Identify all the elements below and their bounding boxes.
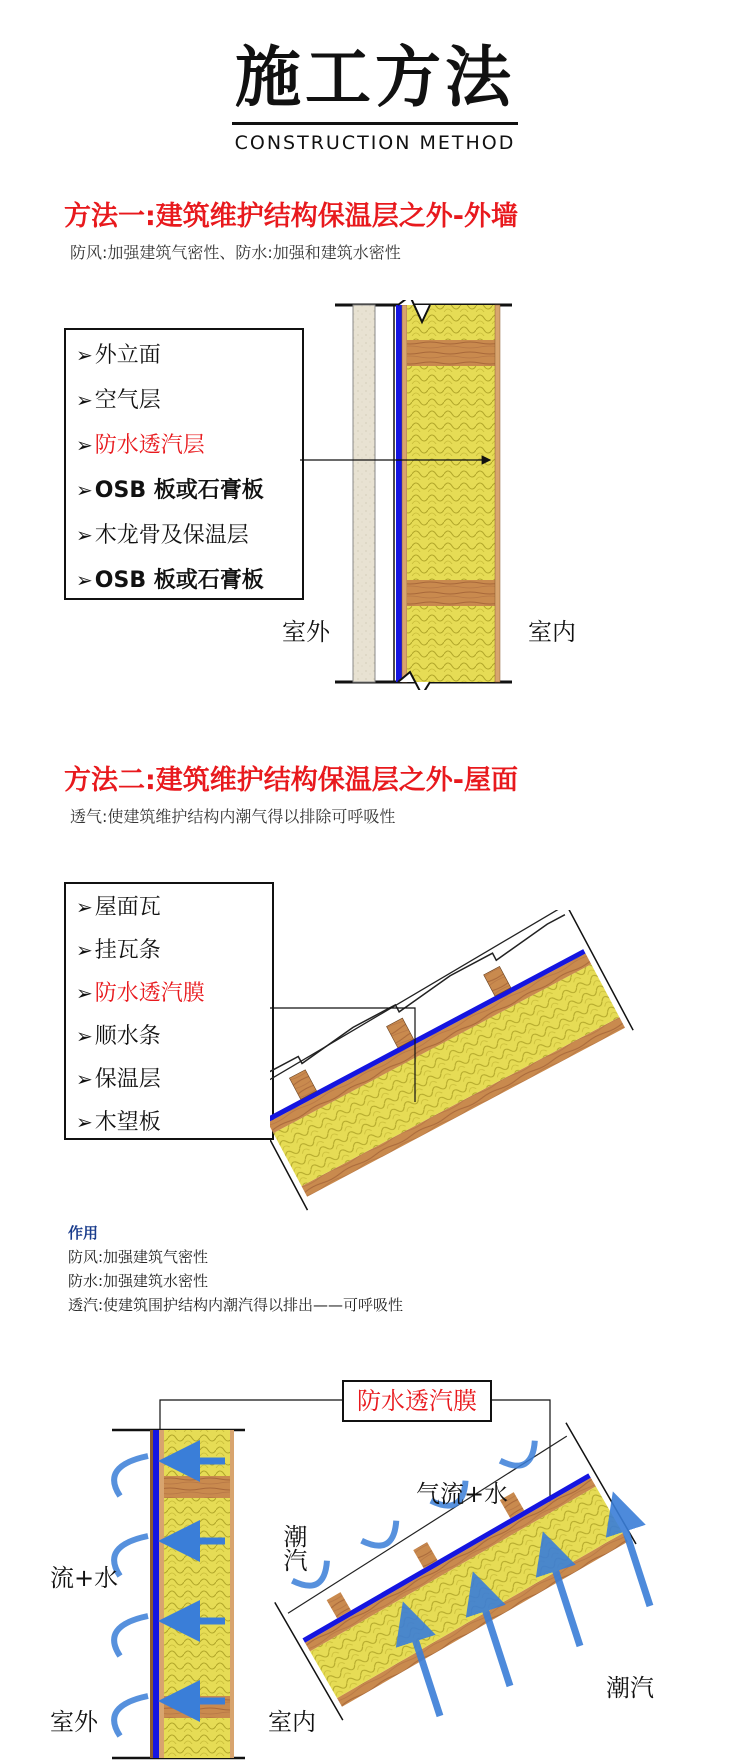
page-subtitle: CONSTRUCTION METHOD	[234, 132, 516, 154]
layer-item-highlight: ➢防水透汽膜	[76, 981, 205, 1006]
method1-layer-legend	[64, 328, 304, 600]
layer-item: ➢屋面瓦	[76, 895, 161, 920]
wall-airflow-label: 流+水	[50, 1564, 119, 1592]
layer-item: ➢空气层	[76, 388, 161, 413]
layer-item: ➢木望板	[76, 1110, 161, 1135]
method2-title: 方法二:建筑维护结构保温层之外-屋面	[64, 765, 519, 796]
wall-section-diagram	[300, 300, 560, 690]
layer-item: ➢OSB 板或石膏板	[76, 478, 264, 503]
page-title: 施工方法	[235, 39, 515, 116]
layer-item: ➢OSB 板或石膏板	[76, 568, 264, 593]
method2-description: 透气:使建筑维护结构内潮气得以排除可呼吸性	[70, 807, 396, 826]
roof-vapor-label: 潮汽	[606, 1674, 654, 1702]
function-line-breathable: 透汽:使建筑围护结构内潮汽得以排出——可呼吸性	[68, 1296, 404, 1314]
layer-item: ➢顺水条	[76, 1024, 161, 1049]
method1-title: 方法一:建筑维护结构保温层之外-外墙	[64, 201, 519, 232]
method1-description: 防风:加强建筑气密性、防水:加强和建筑水密性	[70, 243, 401, 262]
method2-layer-legend	[64, 882, 274, 1140]
roof-section-diagram	[270, 910, 670, 1230]
label-outside: 室外	[282, 618, 330, 646]
layer-item: ➢木龙骨及保温层	[76, 523, 249, 548]
membrane-callout: 防水透汽膜	[342, 1380, 492, 1422]
layer-item: ➢挂瓦条	[76, 938, 161, 963]
layer-item-highlight: ➢防水透汽层	[76, 433, 205, 458]
layer-item: ➢外立面	[76, 343, 161, 368]
function-heading: 作用	[68, 1224, 99, 1242]
airflow-vapor-diagram	[40, 1396, 720, 1762]
label-inside: 室内	[528, 618, 576, 646]
roof-airflow-label: 气流+水	[416, 1480, 509, 1508]
wall-inside-label: 室内	[268, 1708, 316, 1736]
wall-outside-label: 室外	[50, 1708, 98, 1736]
function-line-waterproof: 防水:加强建筑水密性	[68, 1272, 209, 1290]
wall-vapor-label: 潮汽	[279, 1524, 307, 1572]
function-line-windproof: 防风:加强建筑气密性	[68, 1248, 209, 1266]
title-divider	[232, 122, 518, 125]
layer-item: ➢保温层	[76, 1067, 161, 1092]
